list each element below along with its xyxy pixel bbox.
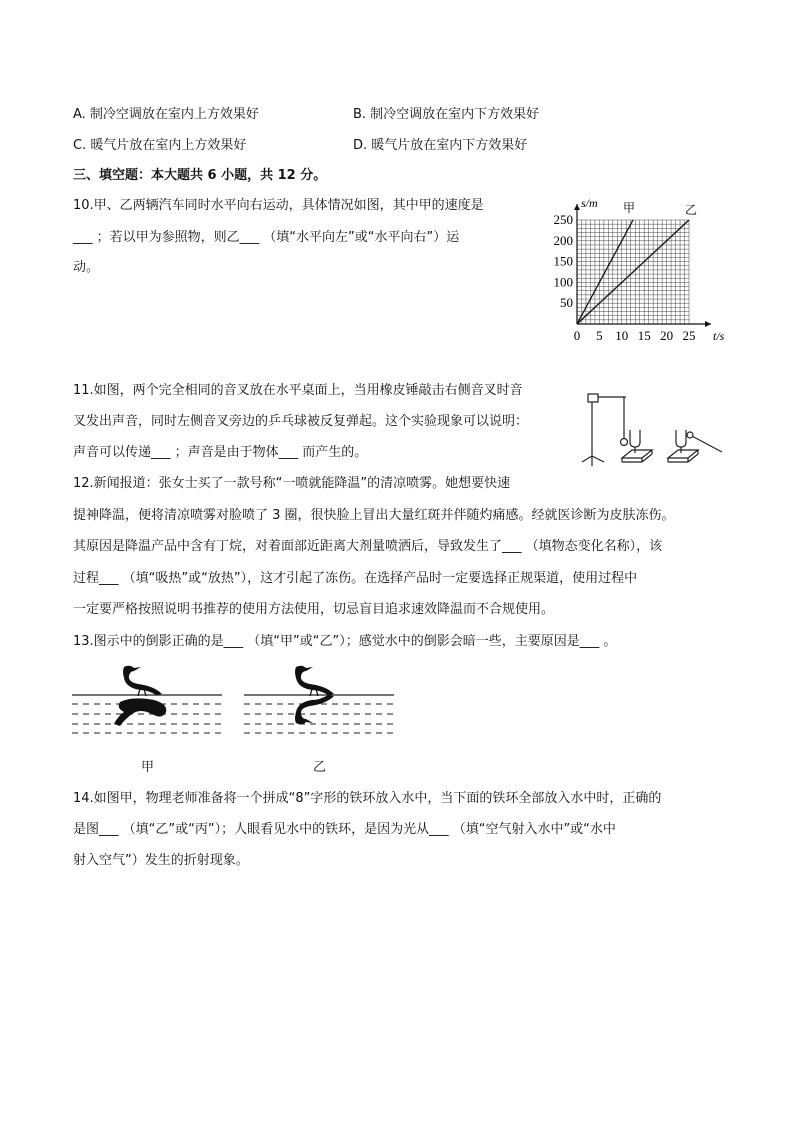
heron-reflection-jia — [70, 662, 224, 740]
y-tick-label: 200 — [553, 232, 573, 248]
option-d: D. 暖气片放在室内下方效果好 — [353, 138, 528, 153]
q13-line1: 13.图示中的倒影正确的是___ （填“甲”或“乙”）；感觉水中的倒影会暗一些，主要原因是___ 。 — [73, 634, 617, 649]
option-a: A. 制冷空调放在室内上方效果好 — [73, 107, 259, 122]
x-axis-arrow — [705, 321, 711, 327]
label-yi: 乙 — [313, 760, 327, 775]
q10-line3: 动。 — [73, 260, 100, 275]
x-tick-label: 25 — [682, 328, 696, 343]
q11-line2: 叉发出声音，同时左侧音叉旁边的乒乓球被反复弹起。这个实验现象可以说明： — [73, 414, 529, 429]
y-tick-label: 150 — [553, 253, 573, 269]
q10-line2: ___ ；若以甲为参照物，则乙___ （填“水平向左”或“水平向右”）运 — [73, 230, 460, 245]
heron-reflection-yi — [242, 662, 396, 740]
tuning-fork-figure — [574, 380, 724, 472]
q10-line1: 10.甲、乙两辆汽车同时水平向右运动，具体情况如图，其中甲的速度是 — [73, 198, 484, 213]
x-tick-label: 15 — [637, 328, 651, 343]
q12-line5: 一定要严格按照说明书推荐的使用方法使用，切忌盲目追求速效降温而不合规使用。 — [73, 602, 555, 617]
x-tick-label: 20 — [660, 328, 674, 343]
option-b: B. 制冷空调放在室内下方效果好 — [353, 107, 540, 122]
series-label-jia: 甲 — [622, 201, 636, 215]
q11-line3: 声音可以传递___ ；声音是由于物体___ 而产生的。 — [73, 445, 368, 460]
y-tick-label: 250 — [553, 212, 573, 227]
series-line-yi — [577, 220, 689, 324]
y-tick-label: 100 — [553, 274, 573, 290]
x-tick-label: 5 — [596, 328, 603, 343]
y-axis-label: s/m — [581, 196, 598, 210]
label-jia: 甲 — [141, 760, 155, 775]
x-tick-label: 0 — [573, 328, 581, 343]
s-t-graph — [543, 193, 733, 351]
q11-line1: 11.如图，两个完全相同的音叉放在水平桌面上，当用橡皮锤敲击右侧音叉时音 — [73, 383, 523, 398]
q12-line2: 提神降温，便将清凉喷雾对脸喷了 3 圈，很快脸上冒出大量红斑并伴随灼痛感。经就医诊断为皮肤冻伤。 — [73, 508, 675, 523]
q14-line2: 是图___ （填“乙”或“丙”）；人眼看见水中的铁环，是因为光从___ （填“空气射入水中”或“水中 — [73, 822, 616, 837]
q14-line3: 射入空气”）发生的折射现象。 — [73, 853, 249, 868]
q12-line3: 其原因是降温产品中含有丁烷，对着面部近距离大剂量喷洒后，导致发生了___ （填物态变化名称），该 — [73, 539, 663, 554]
series-label-yi: 乙 — [684, 203, 698, 217]
series-line-jia — [577, 220, 633, 324]
x-axis-label: t/s — [713, 329, 725, 343]
q12-line4: 过程___ （填“吸热”或“放热”），这才引起了冻伤。在选择产品时一定要选择正规渠道，使用过程中 — [73, 571, 638, 586]
q12-line1: 12.新闻报道：张女士买了一款号称“一喷就能降温”的清凉喷雾。她想要快速 — [73, 476, 511, 491]
q14-line1: 14.如图甲，物理老师准备将一个拼成“8”字形的铁环放入水中，当下面的铁环全部放入水中时，正确的 — [73, 791, 662, 806]
section-heading: 三、填空题：本大题共 6 小题，共 12 分。 — [73, 168, 327, 183]
option-c: C. 暖气片放在室内上方效果好 — [73, 138, 247, 153]
y-axis-arrow — [574, 204, 580, 210]
y-tick-label: 50 — [560, 295, 573, 311]
x-tick-label: 10 — [615, 328, 629, 343]
